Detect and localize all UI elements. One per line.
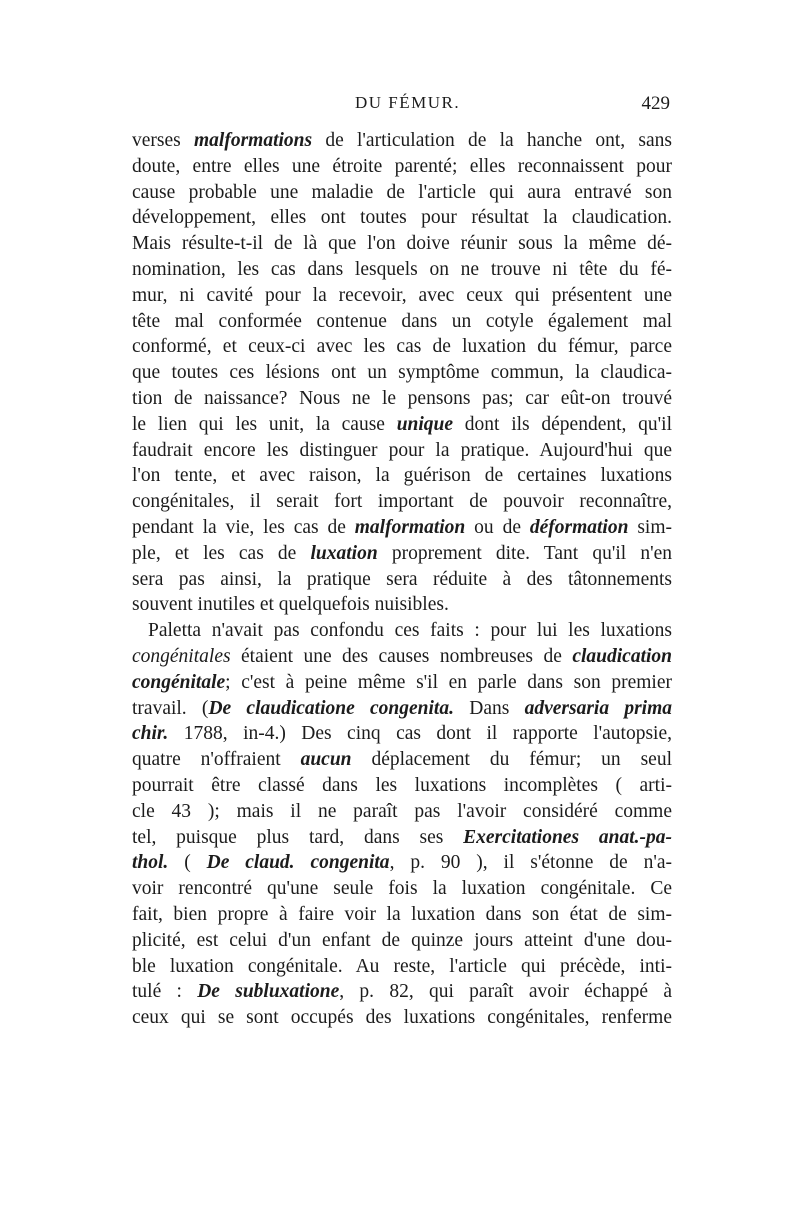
emphasized-text: malformation xyxy=(354,516,466,538)
text-run: voir rencontré qu'une seule fois la luxation congénitale. Ce xyxy=(132,878,672,900)
emphasized-text: De subluxatione xyxy=(197,981,340,1003)
emphasized-text: claudication xyxy=(572,645,672,667)
page-number: 429 xyxy=(641,93,670,114)
text-run: proprement dite. Tant qu'il n'en xyxy=(377,542,672,564)
text-line xyxy=(132,515,672,541)
text-run: Mais résulte-t-il de là que l'on doive réunir sous la même dé- xyxy=(132,233,672,255)
text-line xyxy=(132,360,672,386)
text-line xyxy=(132,412,672,438)
text-run: cle 43 ); mais il ne paraît pas l'avoir considéré comme xyxy=(132,800,672,822)
emphasized-text: malformations xyxy=(193,130,313,151)
body-text xyxy=(132,128,672,1031)
text-line xyxy=(132,386,672,412)
text-line xyxy=(132,567,672,593)
text-line xyxy=(132,644,672,670)
text-line xyxy=(132,850,672,876)
text-run: sera pas ainsi, la pratique sera réduite à des tâtonnements xyxy=(132,568,672,590)
text-run: ; c'est à peine même s'il en parle dans son premier xyxy=(225,671,672,693)
text-run: ple, et les cas de xyxy=(132,542,311,564)
text-run: congénitales, il serait fort important de pouvoir reconnaître, xyxy=(132,491,672,513)
emphasized-text: De claud. congenita xyxy=(206,852,390,874)
emphasized-text: thol. xyxy=(132,852,169,874)
text-run: sim- xyxy=(628,516,673,538)
text-line xyxy=(132,154,672,180)
emphasized-text: déformation xyxy=(529,516,629,538)
text-run: tel, puisque plus tard, dans ses xyxy=(132,826,464,848)
text-line xyxy=(132,231,672,257)
text-run: déplacement du fémur; un seul xyxy=(351,749,672,771)
text-line xyxy=(132,180,672,206)
text-line xyxy=(132,928,672,954)
text-run: , p. 82, qui paraît avoir échappé à xyxy=(339,981,672,1003)
text-run: fait, bien propre à faire voir la luxation dans son état de sim- xyxy=(132,903,672,925)
text-line xyxy=(132,618,672,644)
text-run: ble luxation congénitale. Au reste, l'article qui précède, inti- xyxy=(132,955,672,977)
text-line xyxy=(132,257,672,283)
emphasized-text: congénitales xyxy=(132,645,231,667)
text-run: Paletta n'avait pas confondu ces faits : pour lui les luxations xyxy=(148,620,672,642)
text-run: doute, entre elles une étroite parenté; elles reconnaissent pour xyxy=(132,155,672,177)
text-line xyxy=(132,902,672,928)
text-run: travail. ( xyxy=(132,697,209,719)
text-line xyxy=(132,463,672,489)
emphasized-text: congénitale xyxy=(132,671,226,693)
text-run: de l'articulation de la hanche ont, sans xyxy=(312,130,673,151)
text-run: cause probable une maladie de l'article qui aura entravé son xyxy=(132,181,672,203)
text-run: conformé, et ceux-ci avec les cas de luxation du fémur, parce xyxy=(132,336,672,358)
text-run: ceux qui se sont occupés des luxations congénitales, renferme xyxy=(132,1007,672,1029)
emphasized-text: aucun xyxy=(300,749,352,771)
emphasized-text: unique xyxy=(396,413,454,435)
text-line xyxy=(132,489,672,515)
running-head xyxy=(130,93,670,123)
text-run: étaient une des causes nombreuses de xyxy=(230,645,573,667)
text-run: nomination, les cas dans lesquels on ne trouve ni tête du fé- xyxy=(132,258,672,280)
text-line xyxy=(132,1005,672,1031)
text-run: tulé : xyxy=(132,981,198,1003)
text-run: 1788, in-4.) Des cinq cas dont il rapporte l'autopsie, xyxy=(168,723,672,745)
text-line xyxy=(132,592,672,618)
text-run: l'on tente, et avec raison, la guérison de certaines luxations xyxy=(132,465,672,487)
text-line xyxy=(132,541,672,567)
text-run: développement, elles ont toutes pour résultat la claudication. xyxy=(132,207,672,229)
emphasized-text: Exercitationes anat.-pa- xyxy=(463,826,672,848)
emphasized-text: chir. xyxy=(132,723,169,745)
text-run: le lien qui les unit, la cause xyxy=(132,413,397,435)
emphasized-text: luxation xyxy=(310,542,378,564)
text-line xyxy=(132,334,672,360)
text-run: plicité, est celui d'un enfant de quinze jours atteint d'une dou- xyxy=(132,929,672,951)
text-line xyxy=(132,670,672,696)
text-run: ( xyxy=(168,852,207,874)
emphasized-text: De claudicatione congenita. xyxy=(208,697,454,719)
text-run: dont ils dépendent, qu'il xyxy=(453,413,672,435)
text-run: tête mal conformée contenue dans un cotyle également mal xyxy=(132,310,672,332)
text-line xyxy=(132,979,672,1005)
text-run: faudrait encore les distinguer pour la pratique. Aujourd'hui que xyxy=(132,439,672,461)
text-run: pourrait être classé dans les luxations incomplètes ( arti- xyxy=(132,774,672,796)
text-line xyxy=(132,309,672,335)
text-run: , p. 90 ), il s'étonne de n'a- xyxy=(389,852,672,874)
text-line xyxy=(132,876,672,902)
text-run: ou de xyxy=(465,516,530,538)
text-line xyxy=(132,721,672,747)
text-line xyxy=(132,696,672,722)
text-line xyxy=(132,205,672,231)
text-line xyxy=(132,773,672,799)
text-line xyxy=(132,283,672,309)
text-run: souvent inutiles et quelquefois nuisibles. xyxy=(132,594,449,616)
text-run: quatre n'offraient xyxy=(132,749,301,771)
text-line xyxy=(132,128,672,154)
text-run: Dans xyxy=(453,697,525,719)
emphasized-text: adversaria prima xyxy=(524,697,673,719)
text-line xyxy=(132,799,672,825)
text-run: pendant la vie, les cas de xyxy=(132,516,355,538)
running-title: DU FÉMUR. xyxy=(355,93,461,112)
text-line xyxy=(132,438,672,464)
text-line xyxy=(132,747,672,773)
text-run: verses xyxy=(132,130,194,151)
text-run: que toutes ces lésions ont un symptôme commun, la claudica- xyxy=(132,362,672,384)
text-run: mur, ni cavité pour la recevoir, avec ceux qui présentent une xyxy=(132,284,672,306)
text-line xyxy=(132,825,672,851)
text-line xyxy=(132,954,672,980)
text-run: tion de naissance? Nous ne le pensons pas; car eût-on trouvé xyxy=(132,387,672,409)
